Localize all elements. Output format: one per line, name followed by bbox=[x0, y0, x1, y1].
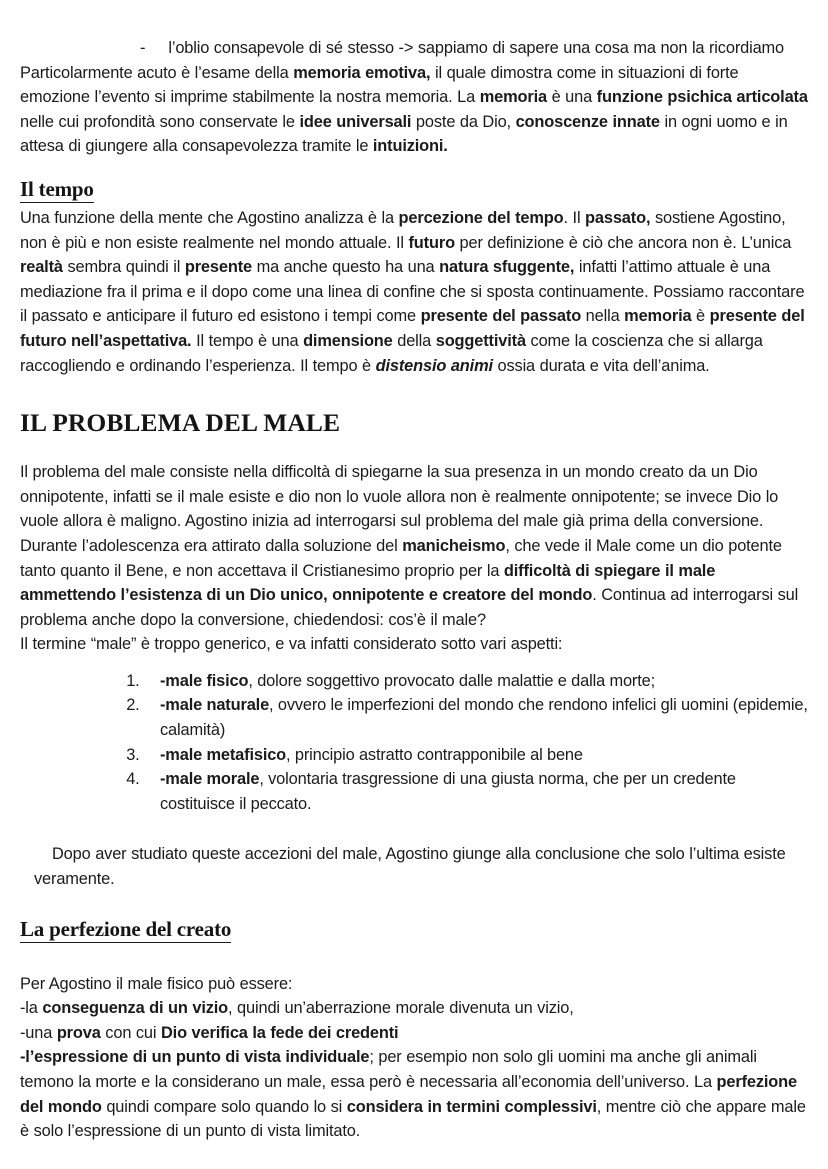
list-item-bold: -male morale bbox=[160, 770, 260, 789]
time-bolditalic-distensio-animi: distensio animi bbox=[375, 356, 493, 375]
time-text-a2: . Il bbox=[563, 208, 586, 227]
memory-bold-idee: idee universali bbox=[299, 112, 412, 131]
paragraph-conclusione-male: Dopo aver studiato queste accezioni del male, Agostino giunge alla conclusione che solo l’ultima esiste veramente. bbox=[34, 845, 786, 889]
perf-item1-a: -la bbox=[20, 999, 43, 1018]
memory-bold-emotiva: memoria emotiva, bbox=[293, 63, 431, 82]
time-text-a4: per definizione è ciò che ancora non è. L’unica bbox=[454, 233, 792, 252]
list-item bbox=[144, 669, 810, 694]
evil-bold-manicheismo: manicheismo bbox=[402, 536, 506, 555]
perf-item3-a1: ; per esempio non solo gli uomini ma anche gli animali temono la morte e la considerano un male, essa però è necessaria all’economia dell’universo. La bbox=[20, 1048, 757, 1091]
time-text-a1: Una funzione della mente che Agostino analizza è la bbox=[20, 208, 399, 227]
paragraph-intro-lista-male: Il termine “male” è troppo generico, e va infatti considerato sotto vari aspetti: bbox=[20, 635, 563, 654]
list-item bbox=[144, 693, 810, 742]
heading-il-problema-del-male: IL PROBLEMA DEL MALE bbox=[20, 408, 341, 438]
memory-bold-conoscenze: conoscenze innate bbox=[515, 112, 660, 131]
perf-item3-bold-espressione: -l’espressione di un punto di vista individuale bbox=[20, 1048, 370, 1067]
list-item-rest: , volontaria trasgressione di una giusta norma, che per un credente costituisce il peccato. bbox=[160, 770, 736, 813]
perf-item3-a2: quindi compare solo quando lo si bbox=[101, 1097, 347, 1116]
time-text-a11: della bbox=[392, 331, 436, 350]
list-item bbox=[144, 767, 810, 816]
time-text-a10: Il tempo è una bbox=[191, 331, 304, 350]
paragraph-problema-del-male bbox=[20, 460, 810, 632]
paragraph-perfezione-intro: Per Agostino il male fisico può essere: bbox=[20, 974, 293, 993]
perf-item1-bold: conseguenza di un vizio bbox=[42, 999, 229, 1018]
paragraph-il-tempo bbox=[20, 206, 810, 378]
paragraph-memory bbox=[20, 36, 810, 159]
heading-il-tempo: Il tempo bbox=[20, 176, 94, 201]
time-text-a3: sostiene Agostino, non è più e non esiste realmente nel mondo attuale. Il bbox=[20, 208, 786, 252]
list-item-rest: , dolore soggettivo provocato dalle malattie e dalla morte; bbox=[248, 671, 656, 690]
evil-text-a2: , che vede il Male come un dio potente tanto quanto il Bene, e non accettava il Cristianesimo proprio per la bbox=[20, 536, 782, 580]
time-bold-percezione: percezione del tempo bbox=[398, 208, 564, 227]
time-text-a5: sembra quindi il bbox=[62, 258, 185, 277]
time-bold-soggettivita: soggettività bbox=[435, 331, 526, 350]
list-accezioni-del-male bbox=[20, 669, 810, 817]
paragraph-male-fisico-3 bbox=[20, 1045, 810, 1143]
time-text-a9: è bbox=[691, 307, 710, 326]
perf-item2-bold-prova: prova bbox=[56, 1023, 101, 1042]
memory-text-a: Particolarmente acuto è l’esame della bbox=[20, 63, 294, 82]
memory-text-g: in ogni uomo e in attesa di giungere alla consapevolezza tramite le bbox=[20, 112, 788, 156]
list-item-rest: , principio astratto contrapponibile al bene bbox=[286, 745, 583, 764]
perf-item2-a: -una bbox=[20, 1023, 57, 1042]
time-text-a6: ma anche questo ha una bbox=[251, 258, 440, 277]
time-text-a8: nella bbox=[581, 307, 625, 326]
list-item-bold: -male fisico bbox=[160, 671, 249, 690]
paragraph-male-fisico-1 bbox=[20, 996, 810, 1021]
memory-text-e: nelle cui profondità sono conservate le bbox=[20, 112, 300, 131]
perf-item1-c: , quindi un’aberrazione morale divenuta un vizio, bbox=[228, 999, 574, 1018]
time-text-a13: ossia durata e vita dell’anima. bbox=[492, 356, 710, 375]
time-bold-presente-passato: presente del passato bbox=[420, 307, 582, 326]
time-bold-presente: presente bbox=[184, 258, 252, 277]
time-bold-realta: realtà bbox=[20, 258, 63, 277]
perf-item3-a3: , mentre ciò che appare male è solo l’espressione di un punto di vista limitato. bbox=[20, 1097, 806, 1141]
evil-text-a1: Il problema del male consiste nella difficoltà di spiegarne la sua presenza in un mondo creato da un Dio onnipotente, infatti se il male esiste e dio non lo vuole allora non è realmente onnipotente; se invece Dio lo vuole allora è maligno. Agostino inizia ad interrogarsi sul problema del male già prima della conversione. Durante l’adolescenza era attirato dalla soluzione del bbox=[20, 463, 779, 555]
time-bold-presente-futuro: presente del futuro nell’aspettativa. bbox=[20, 307, 805, 350]
time-bold-futuro: futuro bbox=[408, 233, 455, 252]
heading-wrap-la-perfezione bbox=[20, 892, 810, 946]
evil-text-a3: . Continua ad interrogarsi sul problema anche dopo la conversione, chiedendosi: cos’è il male? bbox=[20, 586, 799, 629]
list-item-rest: , ovvero le imperfezioni del mondo che rendono infelici gli uomini (epidemie, calamità) bbox=[160, 696, 808, 740]
time-bold-dimensione: dimensione bbox=[303, 331, 393, 350]
time-text-a7: infatti l’attimo attuale è una mediazione fra il prima e il dopo come una linea di confine che si sposta continuamente. Possiamo raccontare il passato e anticipare il futuro ed esistono i tempi come bbox=[20, 258, 805, 326]
memory-bold-intuizioni: intuizioni. bbox=[372, 137, 448, 156]
perf-item3-bold-perfezione: perfezione del mondo bbox=[20, 1073, 798, 1116]
time-text-a12: come la coscienza che si allarga raccogliendo e ordinando l’esperienza. Il tempo è bbox=[20, 331, 763, 375]
memory-bold-funzione: funzione psichica articolata bbox=[596, 88, 808, 107]
list-item-bold: -male naturale bbox=[160, 696, 270, 715]
bullet-marker: - bbox=[140, 39, 146, 57]
memory-text-f: poste da Dio, bbox=[411, 112, 516, 131]
perf-item2-c: con cui bbox=[100, 1023, 161, 1042]
time-bold-passato: passato, bbox=[585, 208, 651, 227]
time-bold-memoria: memoria bbox=[624, 307, 692, 326]
perf-item3-bold-considera: considera in termini complessivi bbox=[346, 1097, 597, 1116]
list-item bbox=[144, 743, 810, 768]
heading-wrap-il-tempo bbox=[20, 159, 810, 206]
heading-la-perfezione-del-creato: La perfezione del creato bbox=[20, 916, 232, 941]
evil-bold-difficolta: difficoltà di spiegare il male ammettendo l’esistenza di un Dio unico, onnipotente e creatore del mondo bbox=[20, 561, 716, 605]
paragraph-male-fisico-2 bbox=[20, 1021, 810, 1046]
memory-text-c: il quale dimostra come in situazioni di forte emozione l’evento si imprime stabilmente la nostra memoria. La bbox=[20, 63, 739, 107]
list-item-bold: -male metafisico bbox=[160, 745, 287, 764]
bullet-line-text: l’oblio consapevole di sé stesso -> sappiamo di sapere una cosa ma non la ricordiamo bbox=[168, 39, 785, 57]
memory-text-d: è una bbox=[546, 88, 597, 107]
memory-bold-memoria: memoria bbox=[479, 88, 547, 107]
time-bold-natura-sfuggente: natura sfuggente, bbox=[439, 258, 575, 277]
perf-item2-bold-dio: Dio verifica la fede dei credenti bbox=[161, 1023, 399, 1042]
